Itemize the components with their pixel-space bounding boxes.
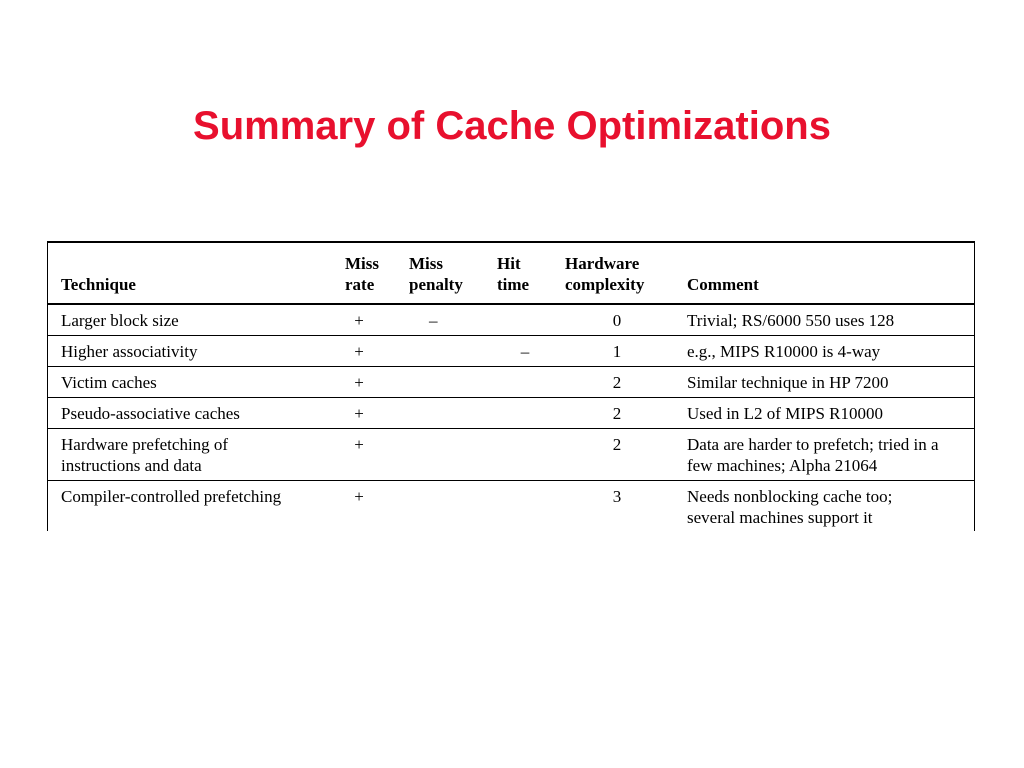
header-miss-penalty <box>403 243 491 304</box>
header-hit-time-line2: time <box>497 275 530 294</box>
technique-text: Compiler-controlled prefetching <box>61 487 282 506</box>
cell-miss-penalty <box>403 481 491 533</box>
cell-miss-rate: + <box>339 304 403 336</box>
cell-hardware-complexity: 3 <box>612 487 622 506</box>
table-row <box>48 336 974 367</box>
cell-technique <box>48 481 339 533</box>
comment-text-line2: several machines support it <box>687 508 873 527</box>
comment-text-line2: few machines; Alpha 21064 <box>687 456 878 475</box>
technique-text: Pseudo-associative caches <box>61 404 240 423</box>
header-hit-time <box>491 243 559 304</box>
header-hardware-complexity <box>559 243 681 304</box>
header-hit-time-line1: Hit <box>497 254 521 273</box>
header-miss-rate <box>339 243 403 304</box>
technique-text: Higher associativity <box>61 342 198 361</box>
cell-hardware-complexity: 2 <box>559 367 681 398</box>
comment-text-line1: Data are harder to prefetch; tried in a <box>687 435 939 454</box>
cell-hit-time <box>491 481 559 533</box>
cell-technique <box>48 398 339 429</box>
comment-text: Used in L2 of MIPS R10000 <box>687 404 883 423</box>
cell-comment <box>681 304 974 336</box>
header-miss-rate-line2: rate <box>345 275 375 294</box>
cell-miss-rate: + <box>339 429 403 481</box>
cell-technique <box>48 304 339 336</box>
comment-text: Trivial; RS/6000 550 uses 128 <box>687 311 895 330</box>
table-row <box>48 367 974 398</box>
cell-comment <box>681 398 974 429</box>
header-miss-penalty-line1: Miss <box>409 254 443 273</box>
header-hardware-line2: complexity <box>565 275 645 294</box>
table-row <box>48 481 974 533</box>
cell-miss-penalty <box>403 336 491 367</box>
technique-text: Victim caches <box>61 373 157 392</box>
table-row <box>48 398 974 429</box>
cell-technique <box>48 336 339 367</box>
technique-text: Larger block size <box>61 311 179 330</box>
header-technique <box>48 243 339 304</box>
table-header-row <box>48 243 974 304</box>
header-comment <box>681 243 974 304</box>
cell-comment <box>681 367 974 398</box>
comment-text: e.g., MIPS R10000 is 4-way <box>687 342 881 361</box>
header-technique-label: Technique <box>61 275 136 294</box>
comment-text-line1: Needs nonblocking cache too; <box>687 487 893 506</box>
optimizations-table-frame <box>47 241 975 531</box>
header-hardware-line1: Hardware <box>565 254 640 273</box>
comment-text: Similar technique in HP 7200 <box>687 373 889 392</box>
slide-title: Summary of Cache Optimizations <box>193 104 831 148</box>
cell-hit-time <box>491 367 559 398</box>
cell-hardware-complexity: 1 <box>559 336 681 367</box>
cell-miss-rate: + <box>339 367 403 398</box>
cell-hit-time <box>491 304 559 336</box>
cell-hardware-complexity: 2 <box>559 429 681 481</box>
cell-miss-penalty: – <box>403 304 491 336</box>
cell-miss-rate: + <box>339 336 403 367</box>
cell-hit-time <box>491 429 559 481</box>
technique-text-line2: instructions and data <box>61 456 202 475</box>
optimizations-table <box>48 243 974 532</box>
cell-hardware-complexity: 2 <box>559 398 681 429</box>
cell-hardware-complexity: 0 <box>559 304 681 336</box>
header-comment-label: Comment <box>687 275 759 294</box>
cell-comment <box>681 481 974 533</box>
cell-miss-rate: + <box>354 487 364 506</box>
cell-comment <box>681 336 974 367</box>
cell-technique <box>48 367 339 398</box>
cell-miss-penalty <box>403 429 491 481</box>
technique-text-line1: Hardware prefetching of <box>61 435 229 454</box>
cell-miss-penalty <box>403 398 491 429</box>
table-row <box>48 304 974 336</box>
header-miss-rate-line1: Miss <box>345 254 379 273</box>
cell-technique <box>48 429 339 481</box>
cell-miss-penalty <box>403 367 491 398</box>
cell-hit-time <box>491 398 559 429</box>
cell-hit-time: – <box>491 336 559 367</box>
cell-comment <box>681 429 974 481</box>
cell-miss-rate: + <box>339 398 403 429</box>
table-row <box>48 429 974 481</box>
header-miss-penalty-line2: penalty <box>409 275 463 294</box>
